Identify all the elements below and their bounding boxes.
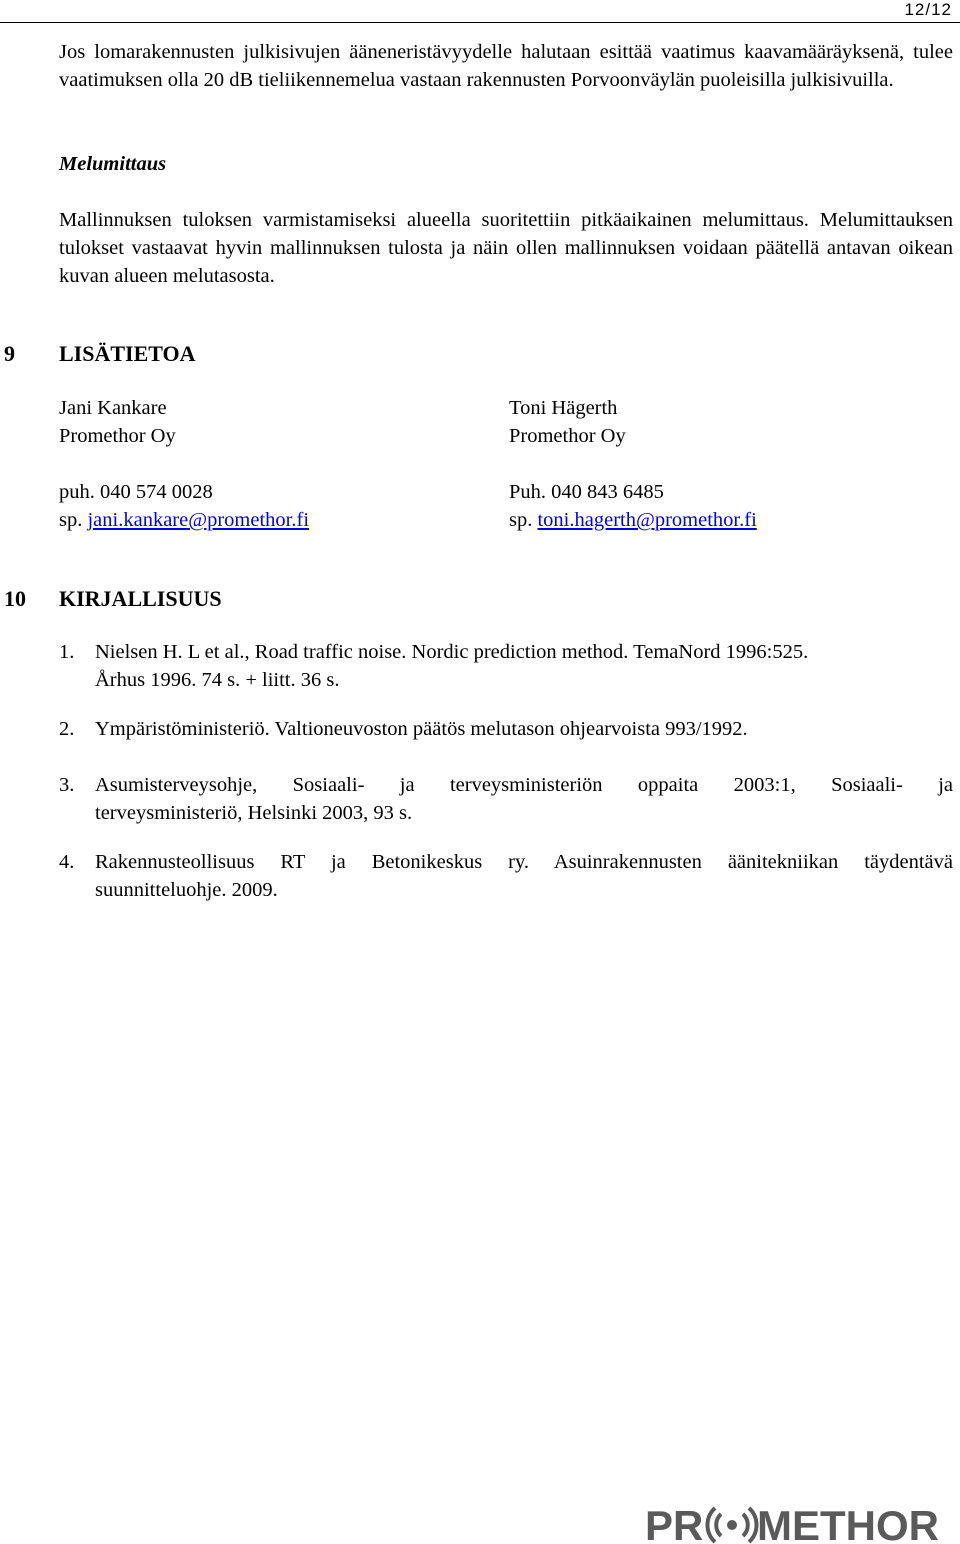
reference-number: 3. [59, 774, 75, 796]
broadcast-signal-icon [707, 1508, 756, 1542]
subheading-melumittaus: Melumittaus [59, 153, 167, 175]
reference-line: Rakennusteollisuus RT ja Betonikeskus ry. Asuinrakennusten äänitekniikan täydentävä [95, 851, 953, 873]
reference-item [59, 771, 953, 827]
contact-email-line [509, 506, 757, 534]
section-10-title: KIRJALLISUUS [59, 586, 222, 611]
measurement-paragraph: Mallinnuksen tuloksen varmistamiseksi alueella suoritettiin pitkäaikainen melumittaus. Melumittauksen tulokset vastaavat hyvin mallinnuksen tulosta ja näin ollen mallinnuksen voidaan päätellä antavan oikean kuvan alueen melutasosta. [59, 209, 953, 287]
reference-line: terveysministeriö, Helsinki 2003, 93 s. [95, 802, 413, 824]
contact-phone: Puh. 040 843 6485 [509, 481, 664, 503]
email-prefix: sp. [509, 509, 538, 531]
section-9-title: LISÄTIETOA [59, 341, 196, 366]
reference-number: 4. [59, 851, 75, 873]
section-10-number: 10 [4, 586, 26, 611]
intro-paragraph: Jos lomarakennusten julkisivujen ääneneristävyydelle halutaan esittää vaatimus kaavamääräyksenä, tulee vaatimuksen olla 20 dB tieliikennemelua vastaan rakennusten Porvoonväylän puoleisilla julkisivuilla. [59, 41, 953, 91]
header-rule [0, 22, 960, 23]
section-10-heading [4, 585, 222, 613]
reference-line: suunnitteluohje. 2009. [95, 879, 278, 901]
contact-card-2 [509, 394, 757, 534]
reference-item [59, 848, 953, 904]
reference-line: Ympäristöministeriö. Valtioneuvoston päätös melutason ohjearvoista 993/1992. [95, 718, 748, 740]
contact-email-line [59, 506, 309, 534]
contact-card-1 [59, 394, 309, 534]
logo-text-right: METHOR [757, 1502, 939, 1544]
contact-name: Jani Kankare [59, 397, 167, 419]
contact-company: Promethor Oy [59, 425, 176, 447]
reference-item [59, 715, 953, 743]
reference-line: Asumisterveysohje, Sosiaali- ja terveysministeriön oppaita 2003:1, Sosiaali- ja [95, 774, 953, 796]
section-9-number: 9 [4, 341, 15, 366]
contact-phone: puh. 040 574 0028 [59, 481, 213, 503]
reference-number: 1. [59, 641, 75, 663]
reference-line: Århus 1996. 74 s. + liitt. 36 s. [95, 669, 340, 691]
reference-item [59, 638, 953, 694]
contact-email-link[interactable]: jani.kankare@promethor.fi [87, 509, 310, 531]
reference-number: 2. [59, 718, 75, 740]
logo-text-left: PR [645, 1502, 704, 1544]
reference-line: Nielsen H. L et al., Road traffic noise. Nordic prediction method. TemaNord 1996:525. [95, 641, 809, 663]
section-9-heading [4, 340, 196, 368]
page-number: 12/12 [904, 0, 952, 19]
email-prefix: sp. [59, 509, 88, 531]
contact-company: Promethor Oy [509, 425, 626, 447]
promethor-logo [645, 1500, 955, 1544]
contact-name: Toni Hägerth [509, 397, 618, 419]
contact-email-link[interactable]: toni.hagerth@promethor.fi [537, 509, 757, 531]
